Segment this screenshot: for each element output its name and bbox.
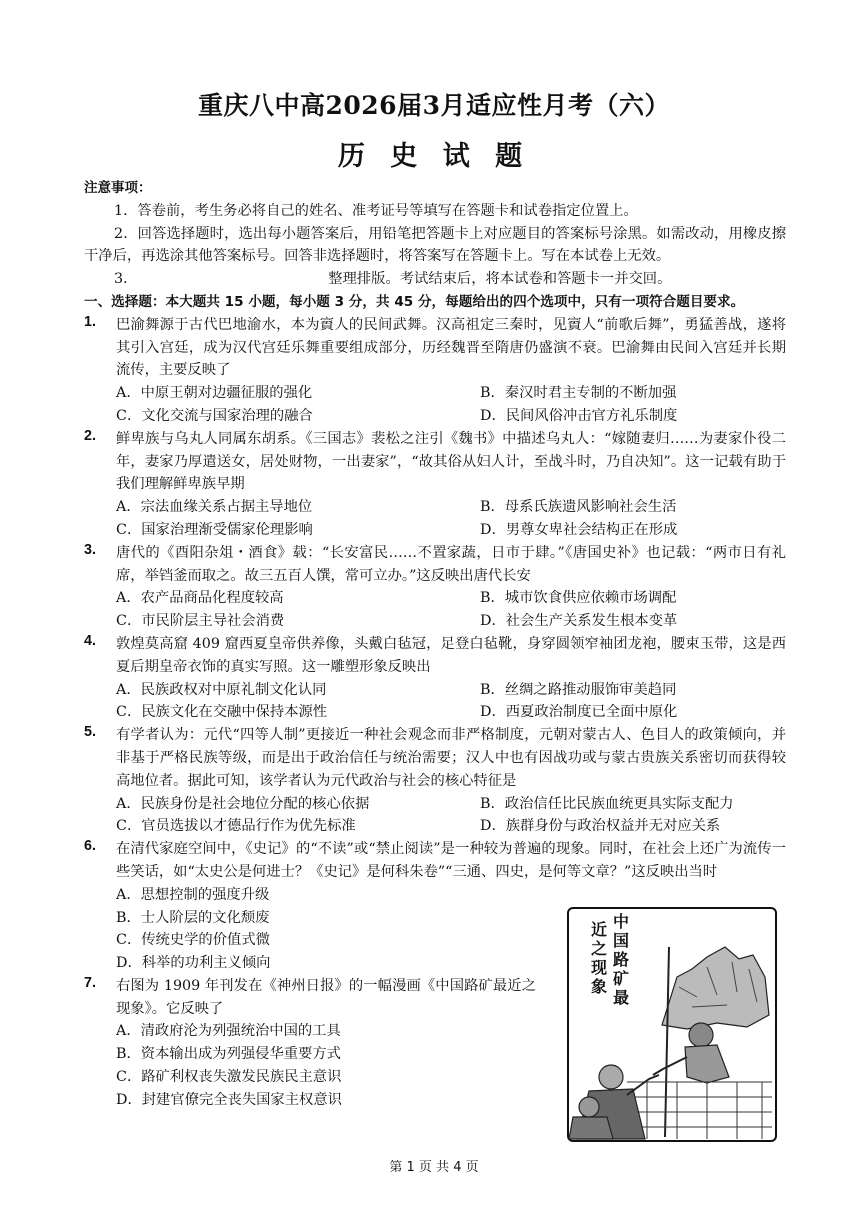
option-a: A．中原王朝对边疆征服的强化 <box>116 385 313 402</box>
option-a: A．农产品商品化程度较高 <box>116 590 284 607</box>
option-a: A．民族政权对中原礼制文化认同 <box>116 681 327 698</box>
option-d: D．封建官僚完全丧失国家主权意识 <box>116 1091 342 1108</box>
option-c: C．路矿利权丧失激发民族民主意识 <box>116 1069 342 1086</box>
option-a: A．清政府沦为列强统治中国的工具 <box>116 1023 341 1040</box>
option-a: A．民族身份是社会地位分配的核心依据 <box>116 795 370 812</box>
question-stem: 有学者认为：元代“四等人制”更接近一种社会观念而非严格制度，元朝对蒙古人、色目人的政策倾向，并非基于严格民族等级，而是出于政治信任与统治需要；汉人中也有因战功或与蒙古贵族关系密切而获得较高地位者。据此可知，该学者认为元代政治与社会的核心特征是 <box>116 727 786 789</box>
options-grid <box>116 587 786 633</box>
notice-item-1: 1．答卷前，考生务必将自己的姓名、准考证号等填写在答题卡和试卷指定位置上。 <box>114 202 638 219</box>
notice-heading: 注意事项： <box>84 180 152 196</box>
option-d: D．科举的功利主义倾向 <box>116 955 271 972</box>
question-stem: 唐代的《酉阳杂俎・酒食》载：“长安富民……不置家蔬，日市于肆。”《唐国史补》也记载：“两市日有礼席，举铛釜而取之。故三五百人馔，常可立办。”这反映出唐代长安 <box>116 544 786 584</box>
question-number: 4. <box>84 632 96 649</box>
option-d: D．族群身份与政治权益并无对应关系 <box>480 818 721 835</box>
page-footer: 第 1 页 共 4 页 <box>389 1160 479 1175</box>
option-d: D．社会生产关系发生根本变革 <box>480 613 678 630</box>
question-stem: 鲜卑族与乌丸人同属东胡系。《三国志》裴松之注引《魏书》中描述乌丸人：“嫁随妻归……为妻家仆役二年，妻家乃厚遣送女，居处财物，一出妻家”，“故其俗从妇人计，至战斗时，乃自决知”。这一记载有助于我们理解鲜卑族早期 <box>116 430 786 493</box>
option-d: D．男尊女卑社会结构正在形成 <box>480 521 678 538</box>
option-b: B．城市饮食供应依赖市场调配 <box>480 590 677 607</box>
question-number: 3. <box>84 541 96 558</box>
question-number: 7. <box>84 974 96 991</box>
option-b: B．丝绸之路推动服饰审美趋同 <box>480 681 677 698</box>
option-b: B．秦汉时君主专制的不断加强 <box>480 385 677 402</box>
question-3 <box>84 542 786 633</box>
options-grid <box>116 496 786 542</box>
option-c: C．传统史学的价值式微 <box>116 932 270 949</box>
option-d: D．西夏政治制度已全面中原化 <box>480 704 678 721</box>
question-stem: 在清代家庭空间中，《史记》的“不读”或“禁止阅读”是一种较为普遍的现象。同时，在社会上还广为流传一些笑话，如“太史公是何进士？《史记》是何科朱卷”“三通、四史，是何等文章？”这反映出当时 <box>116 841 786 880</box>
option-b: B．政治信任比民族血统更具实际支配力 <box>480 795 734 812</box>
question-stem: 巴渝舞源于古代巴地渝水，本为賨人的民间武舞。汉高祖定三秦时，见賨人“前歌后舞”，勇猛善战，遂将其引入宫廷，成为汉代宫廷乐舞重要组成部分，历经魏晋至隋唐仍盛演不衰。巴渝舞由民间入宫廷并长期流传，主要反映了 <box>116 316 786 379</box>
question-number: 1. <box>84 313 96 330</box>
cartoon-title-right-col: 中国路矿最 <box>613 912 630 1007</box>
question-stem: 敦煌莫高窟 409 窟西夏皇帝供养像，头戴白毡冠，足登白毡靴，身穿圆领窄袖团龙袍，腰束玉带，这是西夏后期皇帝衣饰的真实写照。这一雕塑形象反映出 <box>116 635 786 675</box>
question-5 <box>84 724 786 838</box>
section-one-heading: 一、选择题：本大题共 15 小题，每小题 3 分，共 45 分，每题给出的四个选项中，只有一项符合题目要求。 <box>84 293 745 310</box>
option-c: C．民族文化在交融中保持本源性 <box>116 704 328 721</box>
option-d: D．民间风俗冲击官方礼乐制度 <box>480 407 678 424</box>
question-4 <box>84 633 786 724</box>
option-b: B．士人阶层的文化颓废 <box>116 909 270 926</box>
option-a: A．宗法血缘关系占据主导地位 <box>116 499 313 516</box>
cartoon-title-left-col: 近之现象 <box>591 920 608 996</box>
question-2 <box>84 428 786 542</box>
option-c: C．国家治理渐受儒家伦理影响 <box>116 521 313 538</box>
option-c: C．市民阶层主导社会消费 <box>116 613 285 630</box>
exam-title: 重庆八中高2026届3月适应性月考（六） <box>198 91 670 120</box>
notice-item-3: 3． 整理排版。考试结束后，将本试卷和答题卡一并交回。 <box>114 271 672 288</box>
notice-item-2: 2．回答选择题时，选出每小题答案后，用铅笔把答题卡上对应题目的答案标号涂黑。如需改动，用橡皮擦干净后，再选涂其他答案标号。回答非选择题时，将答案写在答题卡上。写在本试卷上无效。 <box>84 225 786 265</box>
cartoon-illustration <box>567 907 777 1142</box>
question-1 <box>84 314 786 428</box>
question-number: 5. <box>84 724 96 741</box>
option-b: B．母系氏族遗风影响社会生活 <box>480 499 677 516</box>
subject-title: 历 史 试 题 <box>337 141 531 172</box>
question-stem: 右图为 1909 年刊发在《神州日报》的一幅漫画《中国路矿最近之现象》。它反映了 <box>116 977 536 1017</box>
option-c: C．官员选拔以才德品行作为优先标准 <box>116 818 356 835</box>
option-c: C．文化交流与国家治理的融合 <box>116 407 313 424</box>
option-b: B．资本输出成为列强侵华重要方式 <box>116 1046 341 1063</box>
option-a: A．思想控制的强度升级 <box>116 886 270 903</box>
question-number: 6. <box>84 838 96 855</box>
options-grid <box>116 679 786 725</box>
options-grid <box>116 382 786 428</box>
options-grid <box>116 793 786 839</box>
question-number: 2. <box>84 427 96 444</box>
